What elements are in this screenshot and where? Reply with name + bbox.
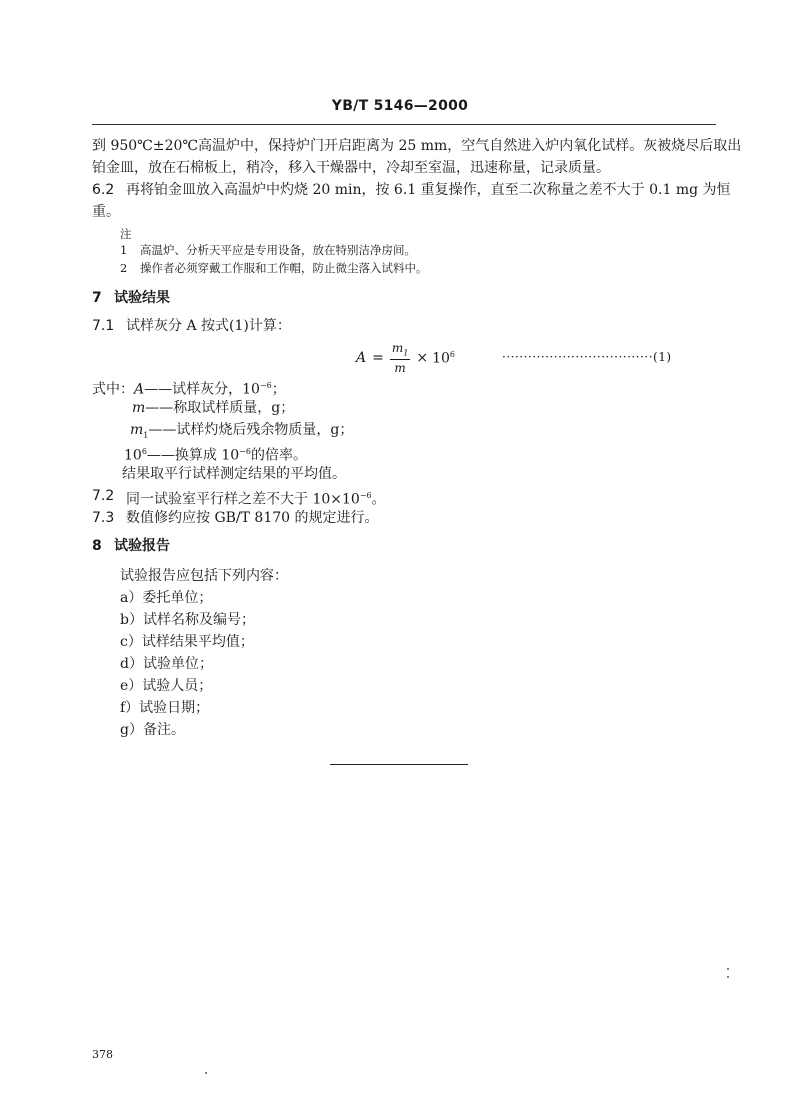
where-line-1: 式中：A——试样灰分，$10^{-6}$； xyxy=(92,381,286,398)
section-6-2-number: 6.2 xyxy=(92,182,115,198)
report-item: f）试验日期； xyxy=(120,700,210,716)
page-number: 378 xyxy=(92,1048,113,1061)
note-item-2-text: 操作者必须穿戴工作服和工作帽，防止微尘落入试料中。 xyxy=(140,261,428,275)
section-7-2-text: 同一试验室平行样之差不大于 $10\times 10^{-6}$。 xyxy=(126,491,386,508)
formula-times: × xyxy=(416,350,429,366)
formula-numerator: $m_1$ xyxy=(391,341,409,358)
section-7-3-text: 数值修约应按 GB/T 8170 的规定进行。 xyxy=(126,510,379,526)
paragraph-continuation-line-2: 铂金皿，放在石棉板上，稍冷，移入干燥器中，冷却至室温，迅速称量，记录质量。 xyxy=(92,160,610,176)
formula-number: ···································(1) xyxy=(502,350,672,364)
section-7-heading-title: 试验结果 xyxy=(114,290,170,306)
result-average-line: 结果取平行试样测定结果的平均值。 xyxy=(122,466,346,482)
section-7-1-text: 试样灰分 A 按式(1)计算： xyxy=(126,318,291,334)
report-item: e）试验人员； xyxy=(120,678,213,694)
report-item: d）试验单位； xyxy=(120,656,213,672)
where-line-3: $m_1——$试样灼烧后残余物质量，g； xyxy=(130,422,354,440)
section-8-heading-title: 试验报告 xyxy=(114,538,170,554)
section-8-heading-number: 8 xyxy=(92,538,102,554)
formula-lhs: A xyxy=(356,350,367,366)
ash-formula xyxy=(356,338,455,378)
where-line-4: $10^6——$换算成 $10^{-6}$的倍率。 xyxy=(124,447,307,464)
note-item-1-number: 1 xyxy=(120,243,128,257)
end-of-text-rule xyxy=(330,764,468,765)
scan-speck xyxy=(727,976,729,978)
scan-speck xyxy=(727,968,729,970)
where-line-2: m——称取试样质量，g； xyxy=(132,400,295,416)
paragraph-continuation-line-1: 到 950℃±20℃高温炉中，保持炉门开启距离为 25 mm，空气自然进入炉内氧化试样。灰被烧尽后取出 xyxy=(92,138,742,154)
formula-power: $10^6$ xyxy=(432,349,455,367)
note-label: 注 xyxy=(120,227,132,241)
formula-denominator: m xyxy=(394,360,406,375)
section-7-3-number: 7.3 xyxy=(92,510,115,526)
section-7-heading-number: 7 xyxy=(92,290,102,306)
report-item: c）试样结果平均值； xyxy=(120,634,254,650)
header-rule xyxy=(92,124,716,125)
note-item-1-text: 高温炉、分析天平应是专用设备，放在特别洁净房间。 xyxy=(140,243,416,257)
section-6-2-text-line-1: 再将铂金皿放入高温炉中灼烧 20 min，按 6.1 重复操作，直至二次称量之差不大于 0.1 mg 为恒 xyxy=(126,182,731,198)
section-7-1-number: 7.1 xyxy=(92,318,115,334)
note-item-2-number: 2 xyxy=(120,261,128,275)
formula-equals: = xyxy=(372,350,384,366)
report-item: b）试样名称及编号； xyxy=(120,612,255,628)
scan-speck xyxy=(205,1072,207,1074)
report-intro: 试验报告应包括下列内容： xyxy=(120,568,288,584)
section-6-2-text-line-2: 重。 xyxy=(92,204,120,220)
page-header-standard-number: YB/T 5146—2000 xyxy=(331,98,469,114)
report-item: g）备注。 xyxy=(120,722,185,738)
formula-fraction xyxy=(390,341,410,374)
section-7-2-number: 7.2 xyxy=(92,488,115,504)
report-item: a）委托单位； xyxy=(120,590,213,606)
